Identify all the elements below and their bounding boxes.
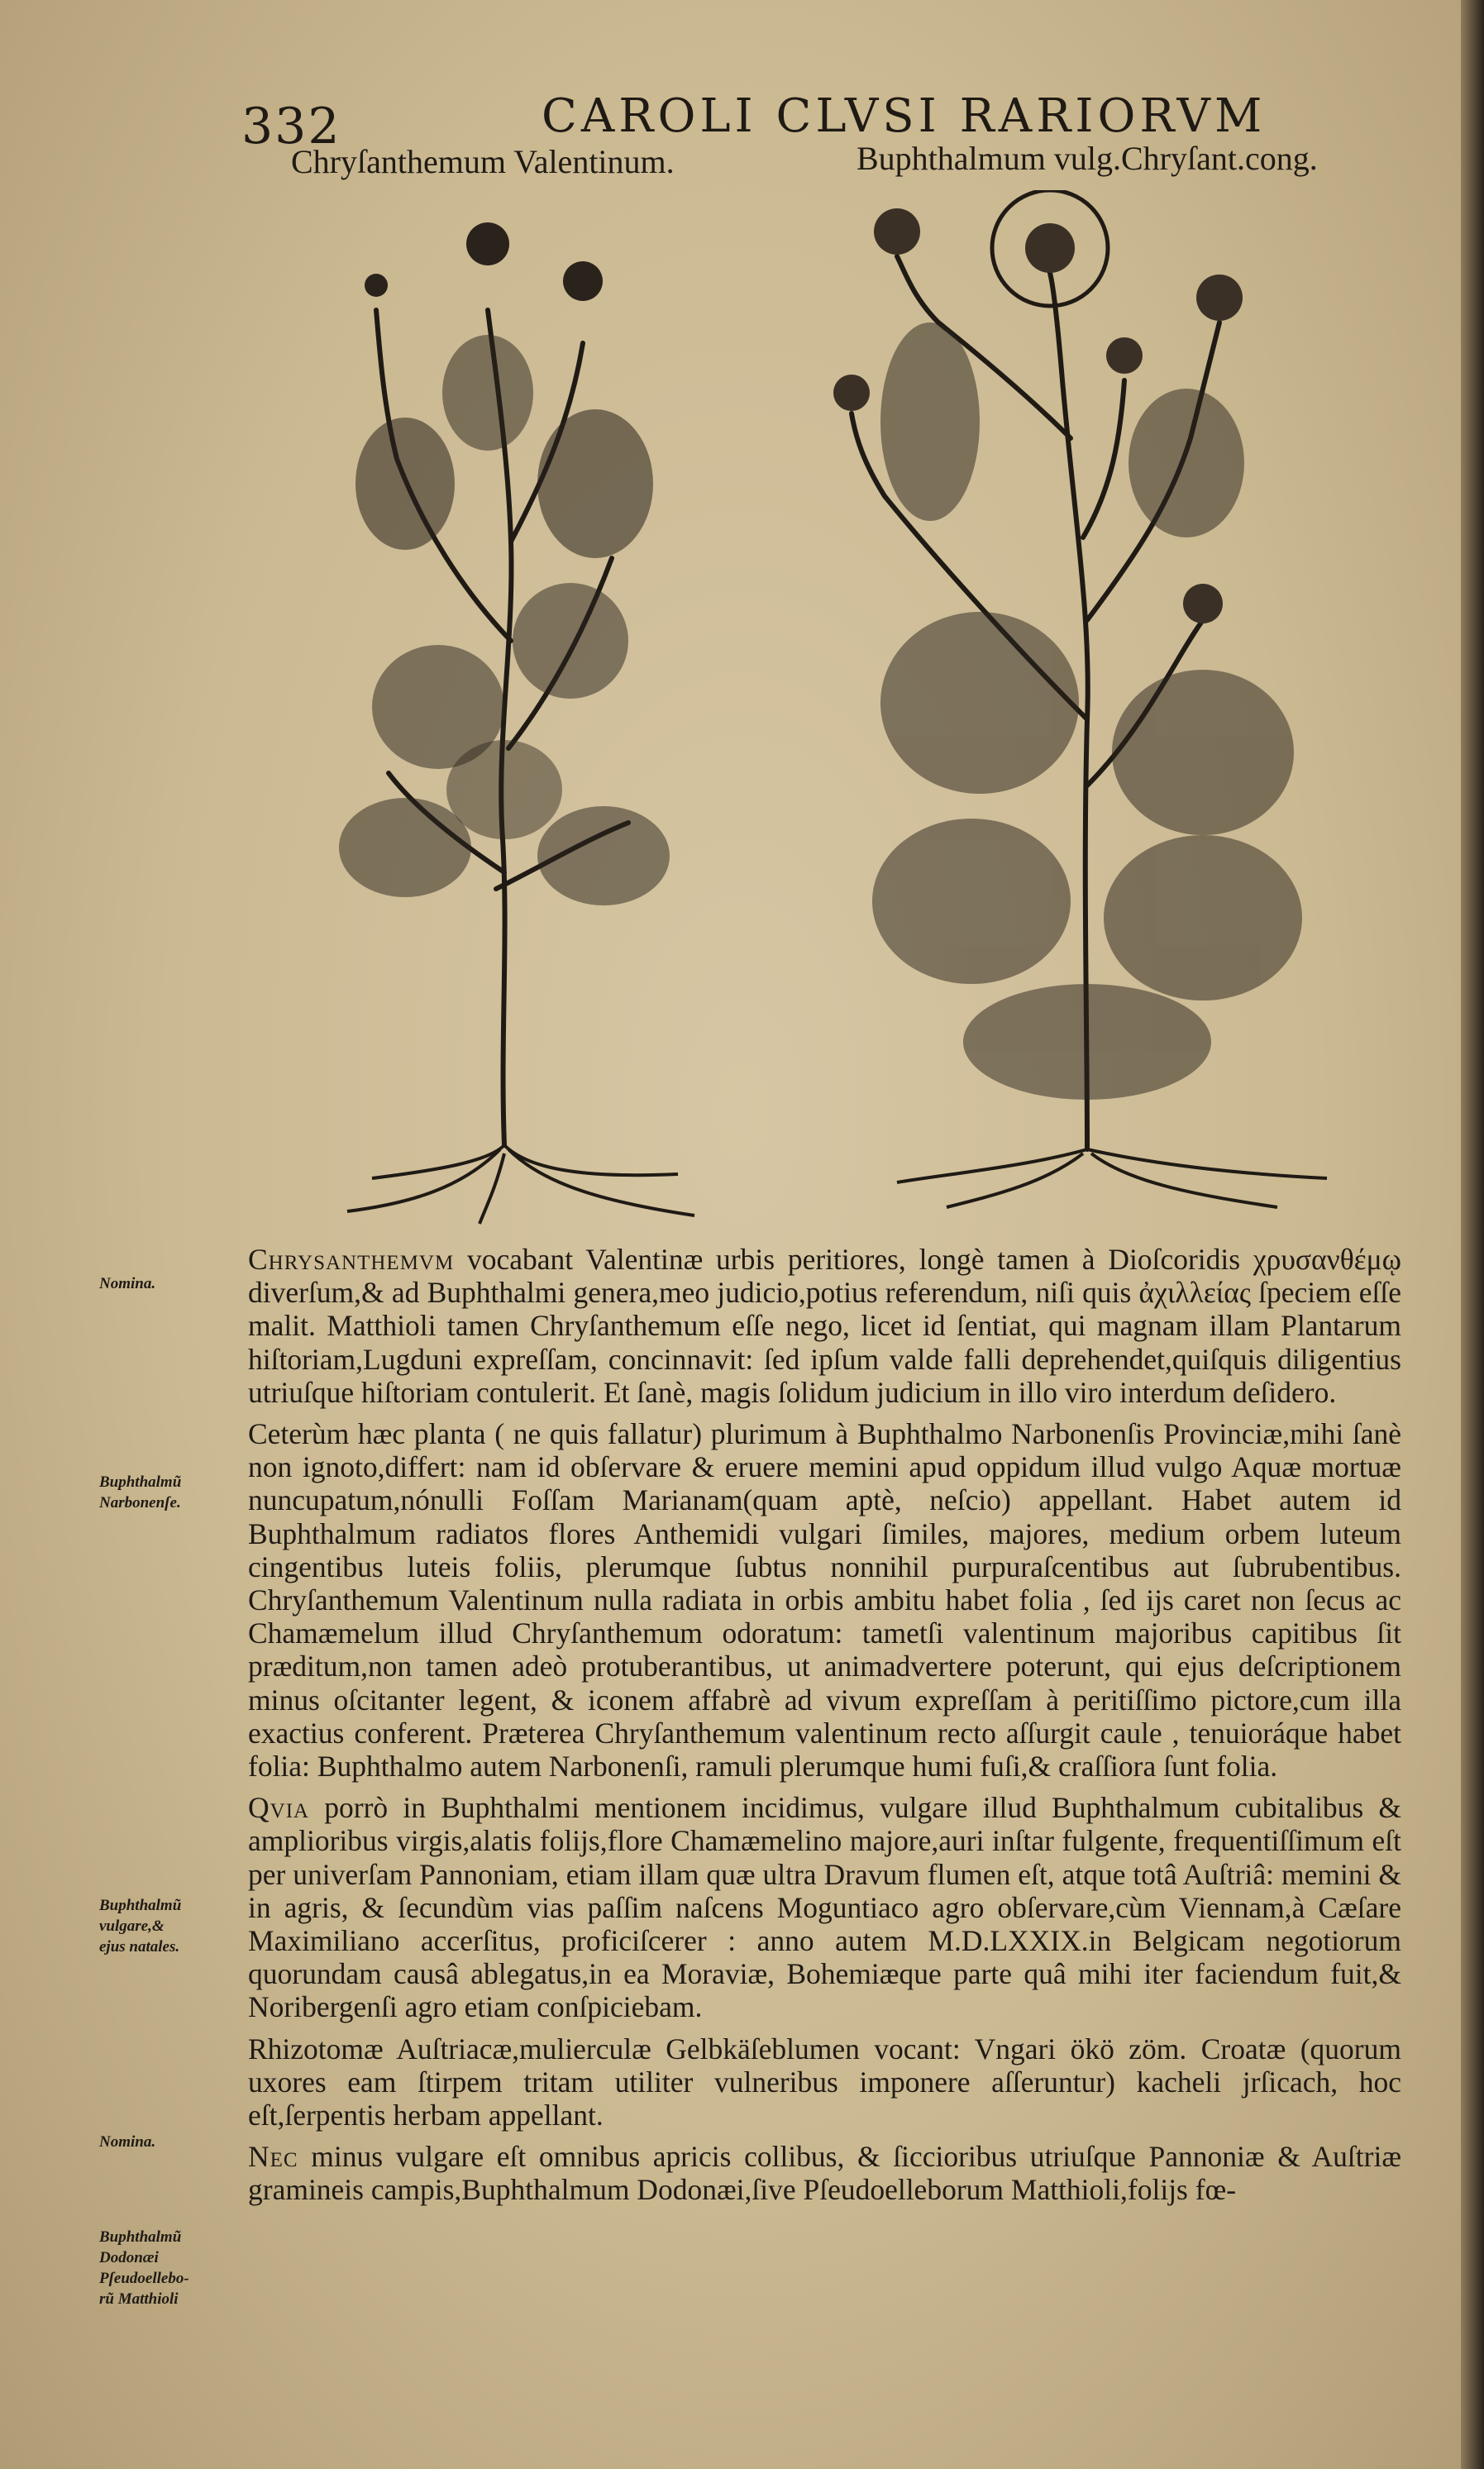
paragraph-text: vocabant Valentinæ urbis peritiores, longè tamen à Dioſcoridis χρυσανθέμῳ diverſum,& ad Buphthalmi genera,meo judicio,potius referendum, niſi quis ἀχιλλείας ſpeciem eſſe malit. Matthioli tamen Chryſanthemum eſſe nego, licet id ſentiat, qui magnam illam Plantarum hiſtoriam,Lugduni expreſſam, concinnavit: ſed ipſum valde falli deprehendet,quiſquis diligentius utriuſque hiſtoriam contulerit. Et ſanè, magis ſolidum judicium in illo viro interdum deſidero. (248, 1243, 1401, 1409)
paragraph-text: Ceterùm hæc planta ( ne quis fallatur) plurimum à Buphthalmo Narbonenſis Provinciæ,mihi ſanè non ignoto,differt: nam id obſervare & eruere memini apud oppidum illud vulgo Aquæ mortuæ nuncupatum,nónulli Foſſam Marianam(quam aptè, neſcio) appellant. Habet autem id Buphthalmum radiatos flores Anthemidi vulgari ſimiles, majores, medium orbem luteum cingentibus luteis foliis, plerumque ſubtus nonnihil purpuraſcentibus aut ſubrubentibus. Chryſanthemum Valentinum nulla radiata in orbis ambitu habet folia , ſed ijs caret non ſecus ac Chamæmelum illud Chryſanthemum odoratum: tametſi valentinum majoribus capitibus ſit præditum,non tamen adeò protuberantibus, ut animadvertere poterunt, qui ejus deſcriptionem minus oſcitanter legent, & iconem affabrè ad vivum expreſſam à peritiſſimo pictore,cum illa exactius conferent. Præterea Chryſanthemum valentinum recto aſſurgit caule , tenuioráque habet folia: Buphthalmo autem Narbonenſi, ramuli plerumque humi fuſi,& craſſiora ſunt folia. (248, 1417, 1401, 1784)
figure-caption-left: Chryſanthemum Valentinum. (291, 143, 675, 180)
woodcut-chrysanthemum-valentinum (298, 211, 761, 1228)
paragraph-text: minus vulgare eſt omnibus apricis collibus, & ſiccioribus utriuſque Pannoniæ & Auſtriæ gramineis campis,Buphthalmum Dodonæi,ſive Pſeudoelleborum Matthioli,folijs fœ- (248, 2140, 1401, 2207)
paragraph-lead: Nec (248, 2140, 298, 2174)
margin-note-nomina-2: Nomina. (99, 2133, 156, 2151)
paragraph-text: Rhizotomæ Auſtriacæ,mulierculæ Gelbkäſeblumen vocant: Vngari ökö zöm. Croatæ (quorum uxores eam ſtirpem tritam utiliter vulneribus imponere aſſeruntur) kacheli jrſicach, hoc eſt,ſerpentis herbam appellant. (248, 2032, 1401, 2132)
paragraph-ceterum (248, 1417, 1401, 1783)
woodcut-buphthalmum-vulgare (814, 190, 1393, 1215)
paragraph-rhizotomae (248, 2032, 1401, 2132)
body-text (248, 1243, 1401, 2207)
page-number: 332 (241, 98, 341, 155)
margin-note-buphthalmum-vulgare: Buphthalmũ vulgare,& ejus natales. (99, 1897, 182, 1956)
margin-note-buphthalmum-dodonaei: Buphthalmũ Dodonæi Pſeudoellebo- rũ Matthioli (99, 2228, 189, 2308)
paragraph-lead: Chrysanthemvm (248, 1243, 455, 1276)
paragraph-nec (248, 2140, 1401, 2206)
paragraph-chrysanthemum (248, 1243, 1401, 1409)
paragraph-lead: Qvia (248, 1791, 310, 1825)
figure-caption-right: Buphthalmum vulg.Chryſant.cong. (857, 140, 1318, 177)
page-edge-shadow (1461, 0, 1484, 2469)
margin-note-buphthalmum-narbonense: Buphthalmũ Narbonenſe. (99, 1473, 182, 1511)
paragraph-text: porrò in Buphthalmi mentionem incidimus, vulgare illud Buphthalmum cubitalibus & amplioribus virgis,alatis folijs,flore Chamæmelino majore,auri inſtar fulgente, frequentiſſimum eſt per univerſam Pannoniam, etiam illam quæ ultra Dravum flumen eſt, atque totâ Auſtriâ: memini & in agris, & ſecundùm vias paſſim naſcens Moguntiaco agro obſervare,cùm Viennam,à Cæſare Maximiliano accerſitus, proficiſcerer : anno autem M.D.LXXIX.in Belgicam negotiorum quorundam causâ ablegatus,in ea Moraviæ, Bohemiæque parte quâ mihi iter faciendum fuit,& Noribergenſi agro etiam conſpiciebam. (248, 1791, 1401, 2024)
margin-note-nomina-1: Nomina. (99, 1275, 156, 1292)
paragraph-quia (248, 1791, 1401, 2023)
running-head: CAROLI CLVSI RARIORVM (542, 89, 1267, 143)
